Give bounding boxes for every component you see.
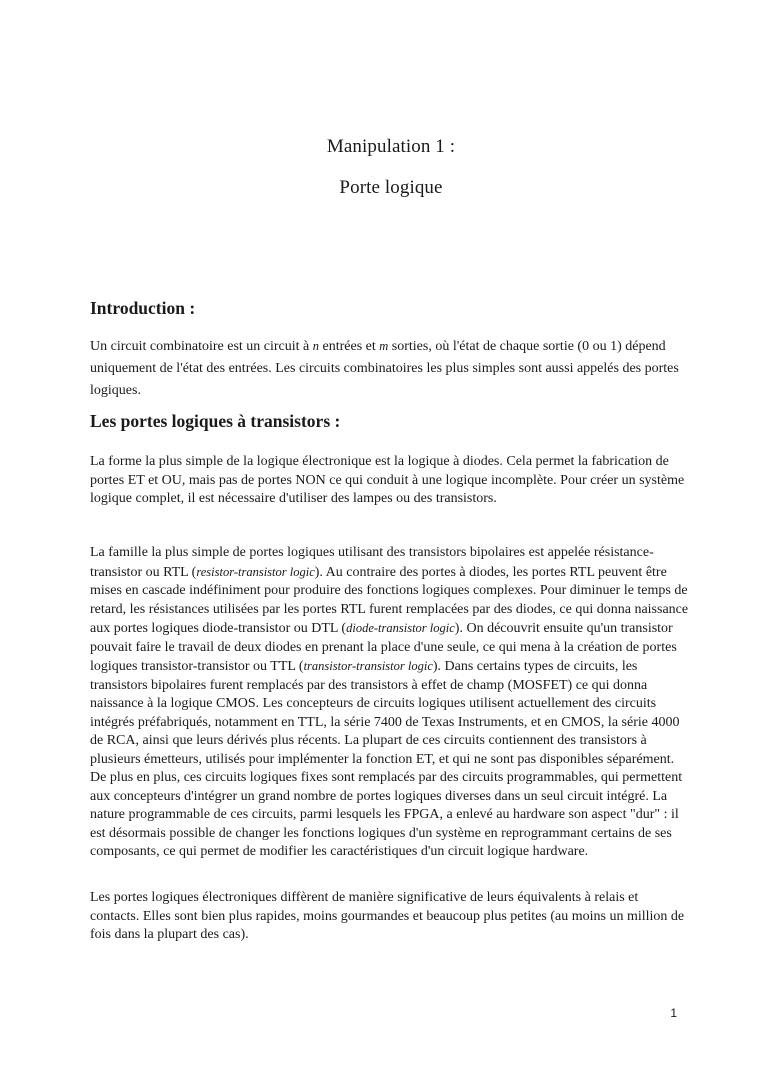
variable-n: n <box>312 339 320 353</box>
variable-m: m <box>379 339 389 353</box>
page-number: 1 <box>670 1006 677 1020</box>
introduction-paragraph: Un circuit combinatoire est un circuit à n entrées et m sorties, où l'état de chaque sortie (0 ou 1) dépend uniquement de l'état des entrées. Les circuits combinatoires les plus simples sont aussi appelés des portes logiques. <box>90 339 679 398</box>
term-ttl: transistor-transistor logic <box>303 659 433 673</box>
paragraph-relay-comparison: Les portes logiques électroniques diffèrent de manière significative de leurs équivalents à relais et contacts. Elles sont bien plus rapides, moins gourmandes et beaucoup plus petites (au moins un million de fois dans la plupart des cas). <box>90 890 685 942</box>
document-subtitle: Porte logique <box>339 177 443 198</box>
document-title: Manipulation 1 : <box>326 136 456 157</box>
introduction-heading: Introduction : <box>90 298 196 318</box>
term-dtl: diode-transistor logic <box>346 621 455 635</box>
term-rtl: resistor-transistor logic <box>196 564 315 579</box>
paragraph-diode-logic: La forme la plus simple de la logique électronique est la logique à diodes. Cela permet la fabrication de portes ET et OU, mais pas de portes NON ce qui conduit à une logique incomplète. Pour créer un système logique complet, il est nécessaire d'utiliser des lampes ou des transistors. <box>90 454 685 506</box>
transistor-gates-heading: Les portes logiques à transistors : <box>90 411 341 431</box>
paragraph-logic-families: La famille la plus simple de portes logiques utilisant des transistors bipolaires est appelée résistance-transistor ou RTL (resistor-transistor logic). Au contraire des portes à diodes, les portes RTL peuvent être mises en cascade indéfiniment pour produire des fonctions logiques complexes. Pour diminuer le temps de retard, les résistances utilisées par les portes RTL furent remplacées par des diodes, ce qui donna naissance aux portes logiques diode-transistor ou DTL (diode-transistor logic). On découvrit ensuite qu'un transistor pouvait faire le travail de deux diodes en prenant la place d'une seule, ce qui mena à la création de portes logiques transistor-transistor ou TTL (transistor-transistor logic). Dans certains types de circuits, les transistors bipolaires furent remplacés par des transistors à effet de champ (MOSFET) ce qui donna naissance à la logique CMOS. Les concepteurs de circuits logiques utilisent actuellement des circuits intégrés préfabriqués, notamment en TTL, la série 7400 de Texas Instruments, et en CMOS, la série 4000 de RCA, ainsi que leurs dérivés plus récents. La plupart de ces circuits contiennent des transistors à plusieurs émetteurs, utilisés pour implémenter la fonction ET, et qui ne sont pas disponibles séparément. De plus en plus, ces circuits logiques fixes sont remplacés par des circuits programmables, qui permettent aux concepteurs d'intégrer un grand nombre de portes logiques diverses dans un seul circuit intégré. La nature programmable de ces circuits, parmi lesquels les FPGA, a enlevé au hardware son aspect "dur" : il est désormais possible de changer les fonctions logiques d'un système en reprogrammant certains de ses composants, ce qui permet de modifier les caractéristiques d'un circuit logique hardware. <box>90 545 689 859</box>
